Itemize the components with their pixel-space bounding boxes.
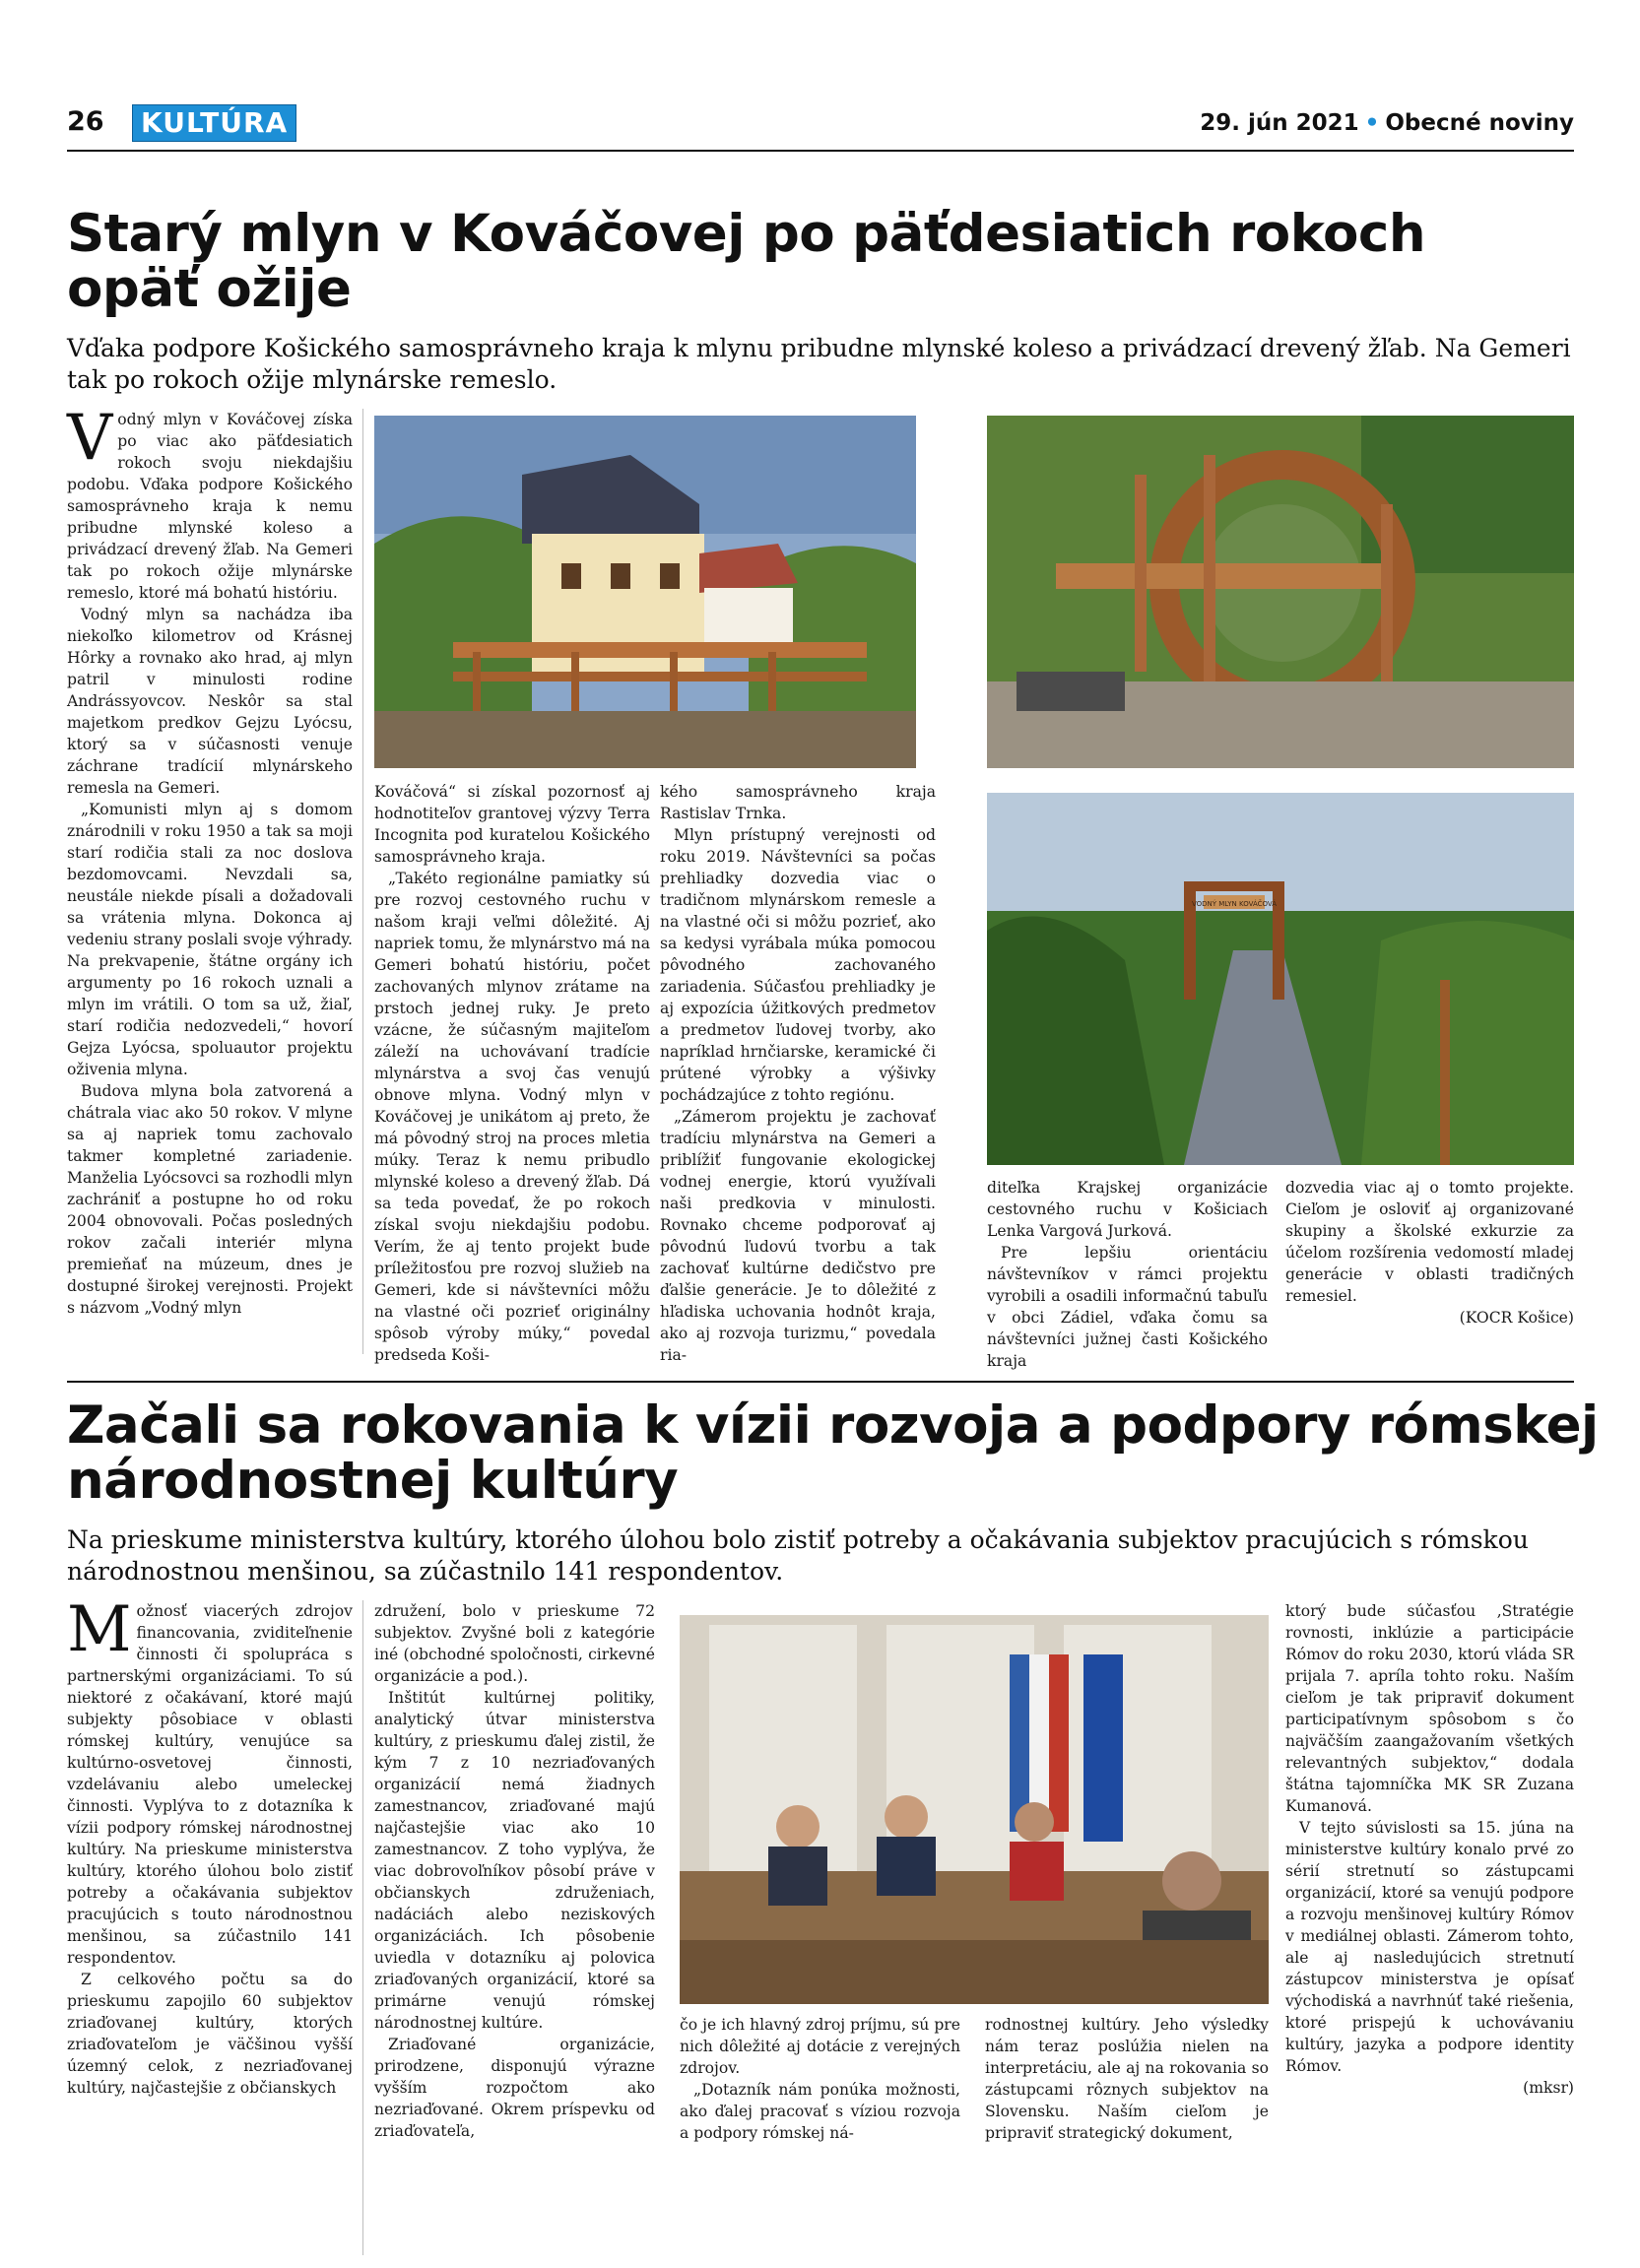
- article1-paragraph: Vodný mlyn sa nachádza iba niekoľko kilometrov od Krásnej Hôrky a rovnako ako hrad, aj mlyn patril v minulosti rodine Andrássyovcov. Neskôr sa stal majetkom predkov Gejzu Lyócsu, ktorý sa v súčasnosti venuje záchrane tradícií mlynárskeho remesla na Gemeri.: [67, 606, 353, 797]
- article1-column-2: [374, 781, 650, 1364]
- article2-paragraph: „Dotazník nám ponúka možnosti, ako ďalej pracovať s víziou rozvoja a podpory rómskej ná-: [680, 2081, 960, 2142]
- article1-column-5: [1285, 1177, 1574, 1354]
- publication-name: Obecné noviny: [1385, 110, 1574, 136]
- section-label: KULTÚRA: [132, 104, 296, 142]
- article2-title: [67, 1395, 1599, 1511]
- page-number: 26: [67, 106, 104, 137]
- article1-column-3: [660, 781, 936, 1364]
- article1-paragraph: dozvedia viac aj o tomto projekte. Cieľom je osloviť aj organizované skupiny a školské exkurzie za účelom rozšírenia vedomostí mladej generácie v oblasti tradičných remesiel.: [1285, 1179, 1574, 1305]
- separator-dot: •: [1364, 110, 1380, 136]
- article2-title-line1: Začali sa rokovania k vízii rozvoja a podpory rómskej: [67, 1395, 1599, 1456]
- article1-paragraph: kého samosprávneho kraja Rastislav Trnka.: [660, 783, 936, 822]
- article2-paragraph: Inštitút kultúrnej politiky, analytický útvar ministerstva kultúry, z prieskumu ďalej zistil, že kým 7 z 10 nezriaďovaných organizácií nemá žiadnych zamestnancov, zriaďované majú najčastejšie viac ako 10 zamestnancov. Z toho vyplýva, že viac dobrovoľníkov pôsobí práve v občianskych združeniach, nadáciách alebo neziskových organizáciách. Ich pôsobenie uviedla v dotazníku aj polovica zriaďovaných organizácií, ktoré sa primárne venujú rómskej národnostnej kultúre.: [374, 1689, 655, 2032]
- article2-paragraph: združení, bolo v prieskume 72 subjektov. Zvyšné boli z kategórie iné (obchodné spoločnosti, cirkevné organizácie a pod.).: [374, 1602, 655, 1685]
- article1-paragraph: Pre lepšiu orientáciu návštevníkov v rámci projektu vyrobili a osadili informačnú tabuľu v obci Zádiel, vďaka čomu sa návštevníci južnej časti Košického kraja: [987, 1244, 1268, 1370]
- article2-column-2: [374, 1600, 655, 2255]
- article2-paragraph: ktorý bude súčasťou ‚Stratégie rovnosti, inklúzie a participácie Rómov do roku 2030, ktorú vláda SR prijala 7. apríla tohto roku. Naším cieľom je tak pripraviť dokument participatívnym spôsobom s čo najväčším zaangažovaním všetkých relevantných subjektov,“ dodala štátna tajomníčka MK SR Zuzana Kumanová.: [1285, 1602, 1574, 1815]
- article2-lead: Na prieskume ministerstva kultúry, ktorého úlohou bolo zistiť potreby a očakávania subjektov pracujúcich s rómskou národnostnou menšinou, sa zúčastnilo 141 respondentov.: [67, 1525, 1529, 1586]
- mill-house-photo: [374, 416, 916, 768]
- article1-paragraph: diteľka Krajskej organizácie cestovného ruchu v Košiciach Lenka Vargová Jurková.: [987, 1179, 1268, 1240]
- article1-paragraph: odný mlyn v Kováčovej získa po viac ako päťdesiatich rokoch svoju niekdajšiu podobu. Vďaka podpore Košického samosprávneho kraja k nemu pribudne mlynské koleso a privádzací drevený žľab. Na Gemeri tak po rokoch ožije mlynárske remeslo, ktoré má bohatú históriu.: [67, 411, 353, 602]
- mill-sign-text: VODNÝ MLYN KOVÁČOVÁ: [1191, 900, 1278, 908]
- article1-paragraph: Budova mlyna bola zatvorená a chátrala viac ako 50 rokov. V mlyne sa aj napriek tomu zachovalo takmer kompletné zariadenie. Manželia Lyócsovci sa rozhodli mlyn zachrániť a postupne ho od roku 2004 obnovovali. Počas posledných rokov začali interiér mlyna premieňať na múzeum, dnes je dostupné širokej verejnosti. Projekt s názvom „Vodný mlyn: [67, 1082, 353, 1317]
- article1-signature: (KOCR Košice): [1459, 1309, 1574, 1327]
- article2-column-1: [67, 1593, 353, 2255]
- article1-paragraph: „Takéto regionálne pamiatky sú pre rozvoj cestovného ruchu v našom kraji veľmi dôležité. Aj napriek tomu, že mlynárstvo má na Gemeri bohatú históriu, počet zachovaných mlynov zrátame na prstoch jednej ruky. Je preto vzácne, že súčasným majiteľom záleží na uchovávaní tradície mlynárstva a svoj čas venujú obnove mlyna. Vodný mlyn v Kováčovej je unikátom aj preto, že má pôvodný stroj na proces mletia múky. Teraz k nemu pribudlo mlynské koleso a drevený žľab. Dá sa teda povedať, že po rokoch získal svoju niekdajšiu podobu. Verím, že aj tento projekt bude príležitosťou pre rozvoj služieb na Gemeri, kde si návštevníci môžu na vlastné oči pozrieť originálny spôsob výroby múky,“ povedal predseda Koši-: [374, 870, 650, 1364]
- column-rule: [362, 409, 363, 1354]
- issue-info: [1200, 110, 1574, 136]
- article2-paragraph: Zriaďované organizácie, prirodzene, disponujú výrazne vyšším rozpočtom ako nezriaďované. Okrem príspevku od zriaďovateľa,: [374, 2036, 655, 2140]
- article2-signature: (mksr): [1523, 2079, 1574, 2097]
- article2-paragraph: ožnosť viacerých zdrojov financovania, zviditeľnenie činnosti či spolupráca s partnerskými organizáciami. To sú niektoré z očakávaní, ktoré majú subjekty pôsobiace v oblasti rómskej kultúry, venujúce sa kultúrno-osvetovej činnosti, vzdelávaniu alebo umeleckej činnosti. Vyplýva to z dotazníka k vízii podpory rómskej národnostnej kultúry. Na prieskume ministerstva kultúry, ktorého úlohou bolo zistiť potreby a očakávania subjektov pracujúcich s touto národnostnou menšinou, sa zúčastnilo 141 respondentov.: [67, 1602, 353, 1967]
- article1-paragraph: „Komunisti mlyn aj s domom znárodnili v roku 1950 a tak sa moji starí rodičia stali za noc doslova bezdomovcami. Nevzdali sa, neustále niekde písali a dožadovali sa vrátenia mlyna. Dokonca aj vedeniu strany poslali svoje výhrady. Na prekvapenie, štátne orgány ich argumenty po 16 rokoch uznali a mlyn im vrátili. O tom sa už, žiaľ, starí rodičia nedozvedeli,“ hovorí Gejza Lyócsa, spoluautor projektu oživenia mlyna.: [67, 801, 354, 1078]
- page-header: [67, 104, 1574, 152]
- article2-paragraph: čo je ich hlavný zdroj príjmu, sú pre nich dôležité aj dotácie z verejných zdrojov.: [680, 2016, 960, 2077]
- drop-cap: M: [67, 1593, 132, 1666]
- article-divider: [67, 1381, 1574, 1383]
- article2-paragraph: Z celkového počtu sa do prieskumu zapojilo 60 subjektov zriaďovanej kultúry, ktorých zriaďovateľom je väčšinou vyšší územný celok, z nezriaďovanej kultúry, najčastejšie z občianskych: [67, 1971, 353, 2097]
- article1-title: [67, 204, 1426, 319]
- article2-paragraph: rodnostnej kultúry. Jeho výsledky nám teraz poslúžia nielen na interpretáciu, ale aj na rokovania so zástupcami rôznych subjektov na Slovensku. Naším cieľom je pripraviť strategický dokument,: [985, 2016, 1269, 2142]
- article1-title-line1: Starý mlyn v Kováčovej po päťdesiatich rokoch: [67, 204, 1426, 264]
- article2-paragraph: V tejto súvislosti sa 15. júna na ministerstve kultúry konalo prvé zo sérií stretnutí so zástupcami organizácií, ktoré sa venujú podpore a rozvoju menšinovej kultúry Rómov v mediálnej oblasti. Zámerom tohto, ale aj nasledujúcich stretnutí zástupcov ministerstva je opísať východiská a navrhnúť také riešenia, ktoré prispejú k uchovávaniu kultúry, jazyka a podpore identity Rómov.: [1285, 1819, 1574, 2075]
- article1-title-line2: opäť ožije: [67, 259, 352, 319]
- article2-title-line2: národnostnej kultúry: [67, 1451, 679, 1511]
- article2-column-3: [680, 2014, 960, 2255]
- article1-paragraph: Mlyn prístupný verejnosti od roku 2019. Návštevníci sa počas prehliadky dozvedia viac o tradičnom mlynárskom remesle a na vlastné oči si môžu pozrieť, ako sa kedysi vyrábala múka pomocou pôvodného zachovaného zariadenia. Súčasťou prehliadky je aj expozícia úžitkových predmetov a predmetov ľudovej tvorby, ako napríklad hrnčiarske, keramické či prútené výrobky a výšivky pochádzajúce z tohto regiónu.: [660, 826, 936, 1104]
- column-rule: [362, 1600, 363, 2255]
- garden-path-photo: [987, 793, 1574, 1165]
- water-wheel-photo: [987, 416, 1574, 768]
- article2-column-5: [1285, 1600, 1574, 2255]
- article1-paragraph: „Zámerom projektu je zachovať tradíciu mlynárstva na Gemeri a priblížiť fungovanie ekologickej vodnej energie, ktorú využívali naši predkovia v minulosti. Rovnako chceme podporovať aj pôvodnú ľudovú tvorbu a tak zachovať kultúrne dedičstvo pre ďalšie generácie. Je to dôležité z hľadiska uchovania hodnôt kraja, ako aj rozvoja turizmu,“ povedala ria-: [660, 1108, 936, 1364]
- issue-date: 29. jún 2021: [1200, 110, 1359, 136]
- article1-paragraph: Kováčová“ si získal pozornosť aj hodnotiteľov grantovej výzvy Terra Incognita pod kuratelou Košického samosprávneho kraja.: [374, 783, 650, 866]
- article1-column-4: [987, 1177, 1268, 1370]
- meeting-photo: [680, 1615, 1269, 2004]
- drop-cap: V: [67, 402, 113, 475]
- article2-column-4: [985, 2014, 1269, 2255]
- article1-lead: Vďaka podpore Košického samosprávneho kraja k mlynu pribudne mlynské koleso a privádzací drevený žľab. Na Gemeri tak po rokoch ožije mlynárske remeslo.: [67, 334, 1571, 394]
- article1-column-1: [67, 402, 354, 1354]
